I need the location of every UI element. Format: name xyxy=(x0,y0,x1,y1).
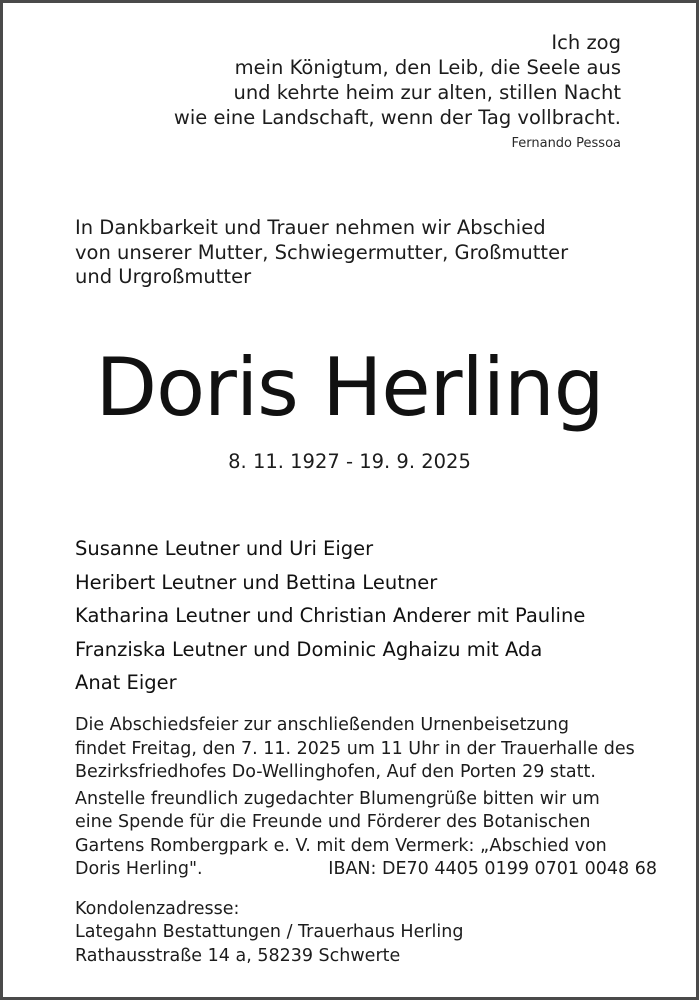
contact-label: Kondolenzadresse: xyxy=(75,898,240,919)
poem-line: wie eine Landschaft, wenn der Tag vollbracht. xyxy=(173,106,621,129)
family-member: Anat Eiger xyxy=(75,671,177,694)
poem-line: mein Königtum, den Leib, die Seele aus xyxy=(234,56,621,79)
poem-quote xyxy=(174,30,621,153)
family-member: Katharina Leutner und Christian Anderer mit Pauline xyxy=(75,604,586,627)
details-section xyxy=(75,714,665,968)
contact-line: Lategahn Bestattungen / Trauerhaus Herling xyxy=(75,922,464,942)
intro-line: von unserer Mutter, Schwiegermutter, Großmutter xyxy=(75,240,569,264)
family-member: Susanne Leutner und Uri Eiger xyxy=(75,537,374,560)
family-list xyxy=(75,532,585,700)
ceremony-line: findet Freitag, den 7. 11. 2025 um 11 Uhr in der Trauerhalle des xyxy=(75,738,635,759)
donation-line: eine Spende für die Freunde und Förderer des Botanischen xyxy=(75,812,591,832)
intro-text xyxy=(75,216,568,290)
intro-line: In Dankbarkeit und Trauer nehmen wir Abschied xyxy=(75,216,546,239)
donation-paragraph xyxy=(75,788,665,882)
donation-line: Anstelle freundlich zugedachter Blumengrüße bitten wir um xyxy=(75,788,600,809)
family-member: Franziska Leutner und Dominic Aghaizu mit Ada xyxy=(75,637,543,661)
contact-line: Rathausstraße 14 a, 58239 Schwerte xyxy=(75,945,401,966)
poem-author: Fernando Pessoa xyxy=(511,136,621,151)
ceremony-line: Die Abschiedsfeier zur anschließenden Urnenbeisetzung xyxy=(75,715,569,735)
poem-line: Ich zog xyxy=(551,31,621,54)
iban-number: IBAN: DE70 4405 0199 0701 0048 68 xyxy=(328,859,657,879)
ceremony-paragraph xyxy=(75,714,665,785)
family-member: Heribert Leutner und Bettina Leutner xyxy=(75,570,438,594)
deceased-name: Doris Herling xyxy=(95,341,604,434)
intro-line: und Urgroßmutter xyxy=(75,265,252,288)
contact-address xyxy=(75,898,665,969)
donation-last-row xyxy=(75,858,665,882)
life-dates: 8. 11. 1927 - 19. 9. 2025 xyxy=(228,450,471,473)
donation-line: Gartens Rombergpark e. V. mit dem Vermerk: „Abschied von xyxy=(75,835,607,856)
ceremony-line: Bezirksfriedhofes Do-Wellinghofen, Auf den Porten 29 statt. xyxy=(75,762,596,782)
donation-line: Doris Herling". xyxy=(75,859,203,879)
poem-line: und kehrte heim zur alten, stillen Nacht xyxy=(233,81,621,104)
